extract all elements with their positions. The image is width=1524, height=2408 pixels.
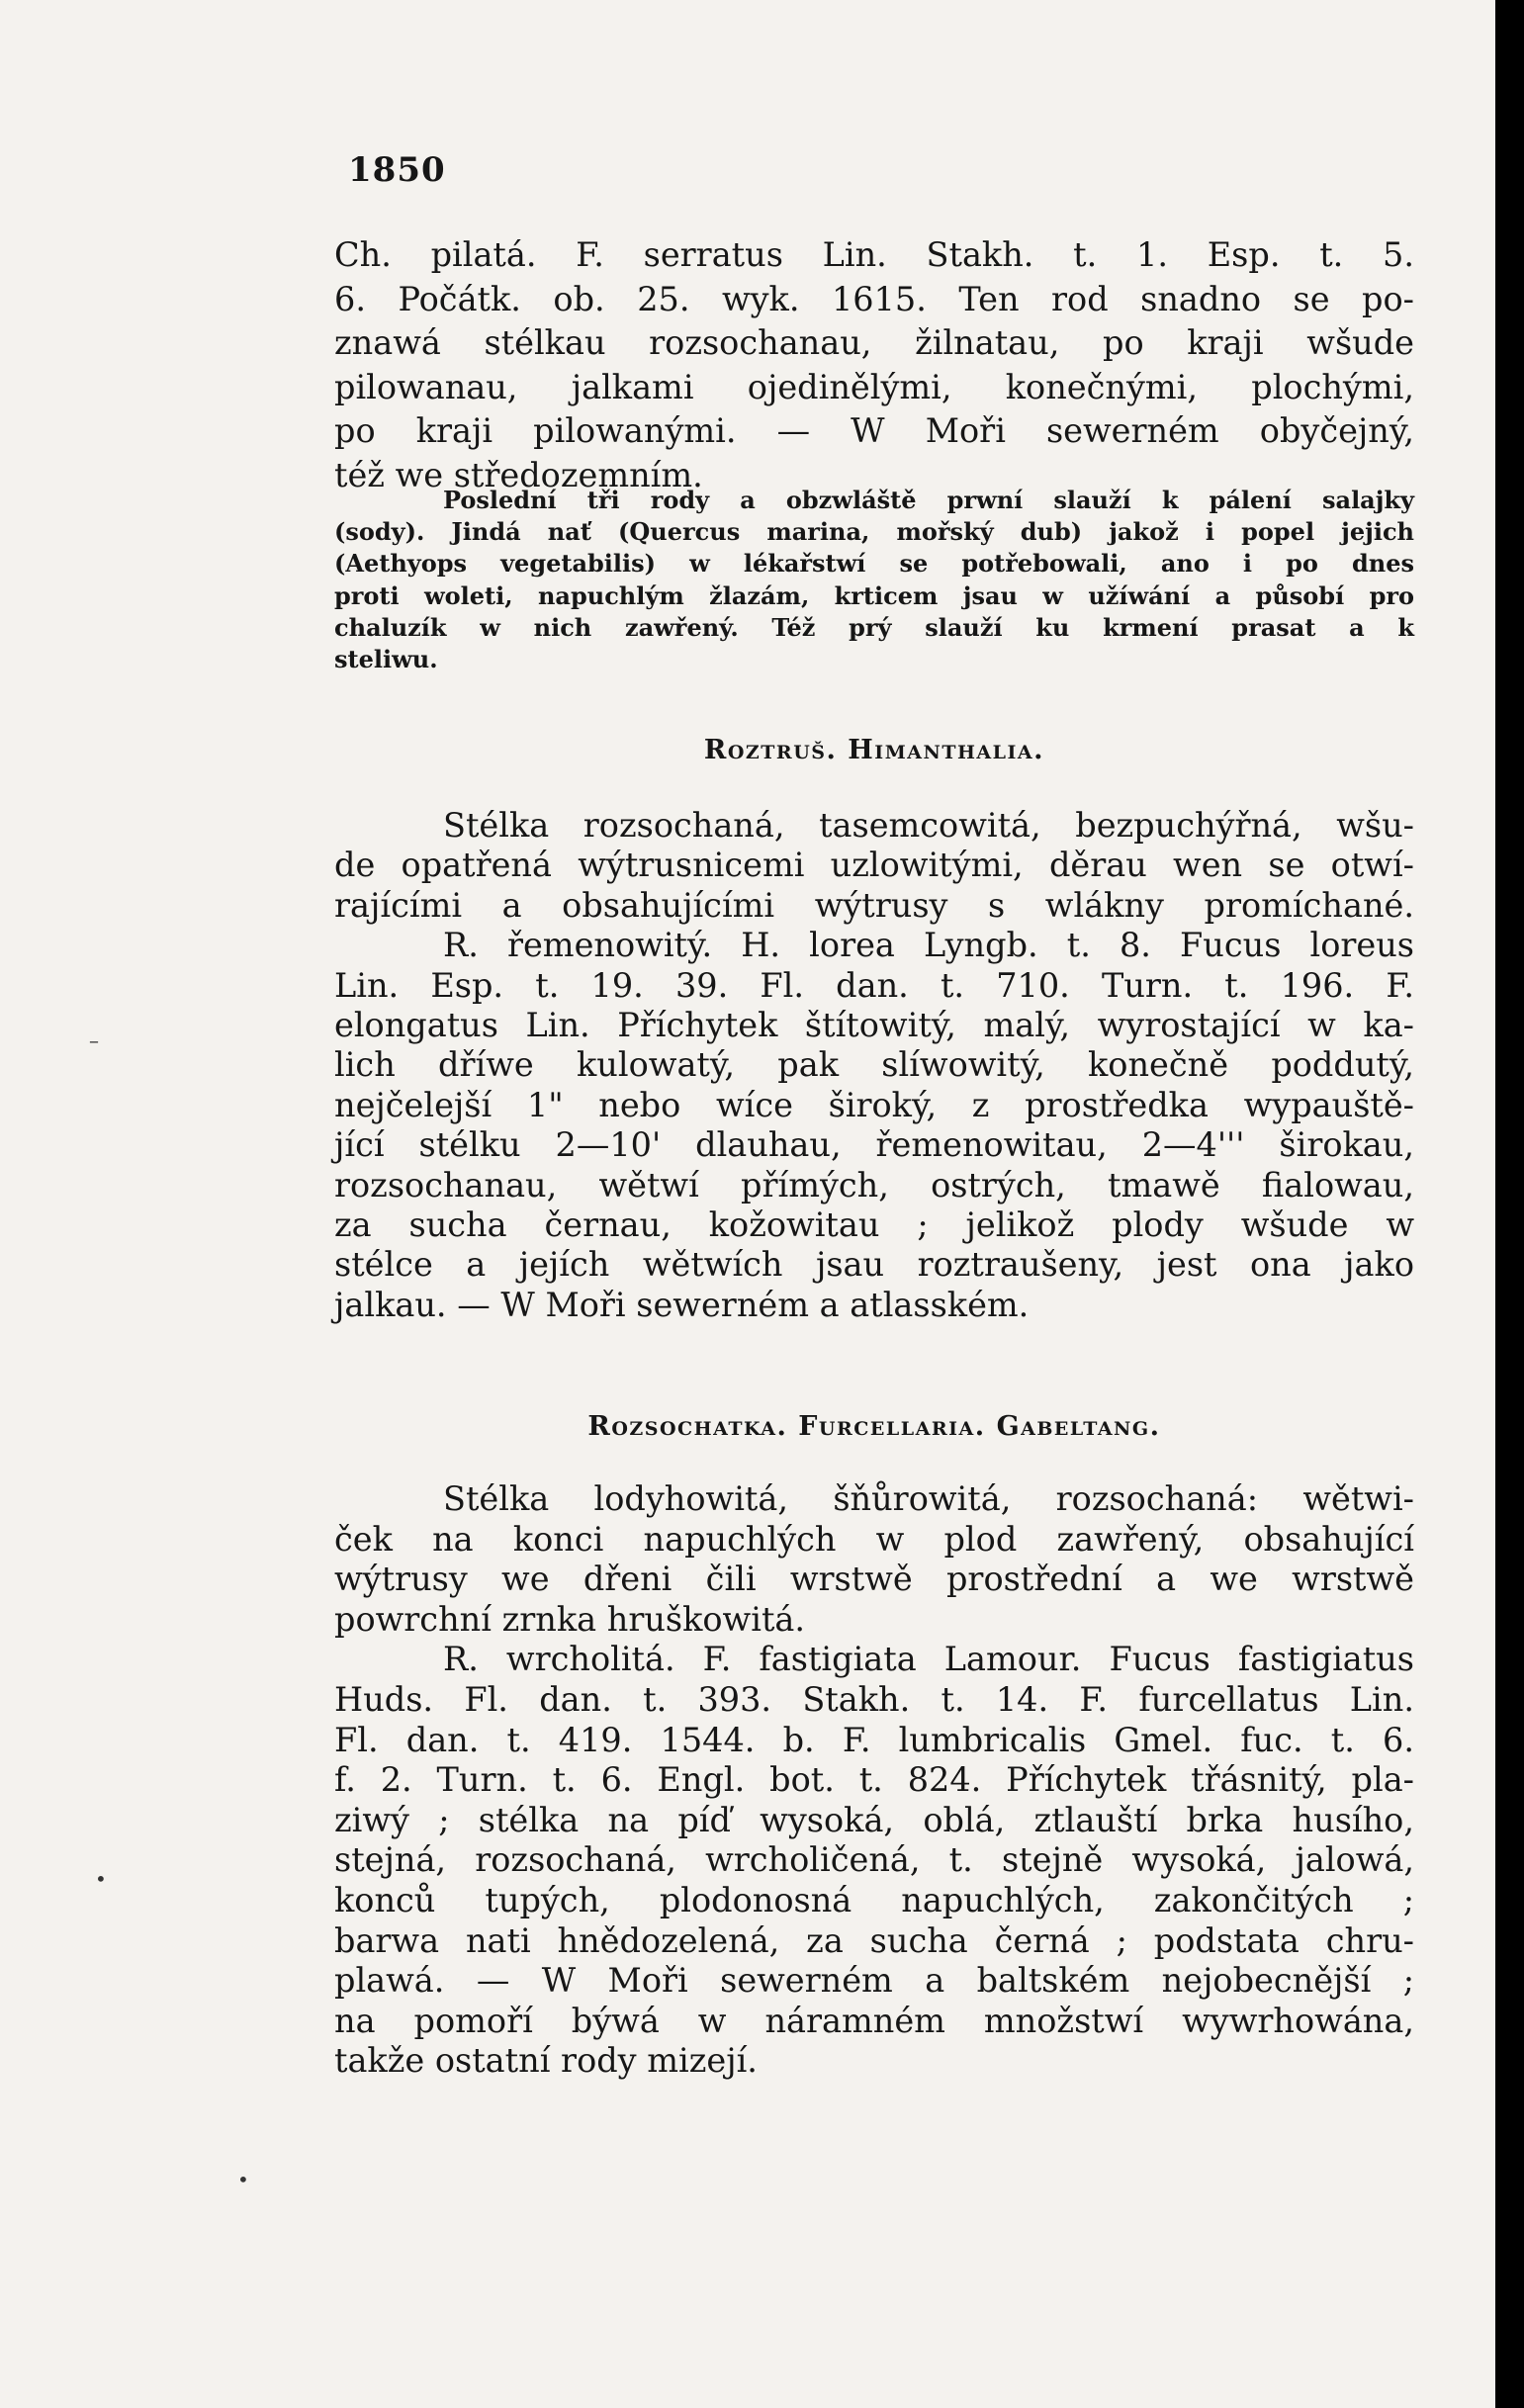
margin-mark: • — [237, 2168, 249, 2191]
text-line: Fl. dan. t. 419. 1544. b. F. lumbricalis Gmel. fuc. t. 6. — [334, 1720, 1414, 1759]
text-line: lich dříwe kulowatý, pak slíwowitý, konečně poddutý, — [334, 1045, 1414, 1085]
text-line: (sody). Jindá nať (Quercus marina, mořský dub) jakož i popel jejich — [334, 517, 1414, 547]
text-line: po kraji pilowanými. — W Moři sewerném obyčejný, — [334, 411, 1414, 450]
text-line: elongatus Lin. Příchytek štítowitý, malý, wyrostající w ka- — [334, 1006, 1414, 1045]
text-line: chaluzík w nich zawřený. Též prý slauží ku krmení prasat a k — [334, 612, 1414, 642]
text-line: konců tupých, plodonosná napuchlých, zakončitých ; — [334, 1880, 1414, 1919]
genus-furcellaria-heading: Rozsochatka. Furcellaria. Gabeltang. — [587, 1411, 1161, 1442]
text-line: Stélka lodyhowitá, šňůrowitá, rozsochaná: wětwi- — [443, 1479, 1414, 1518]
text-line: proti woleti, napuchlým žlazám, krticem jsau w užíwání a působí pro — [334, 580, 1414, 610]
margin-mark: – — [89, 1028, 99, 1052]
genus-furcellaria-paragraph — [334, 1479, 1414, 2082]
text-line: Stélka rozsochaná, tasemcowitá, bezpuchýřná, wšu- — [443, 806, 1414, 845]
text-line: nejčelejší 1" nebo wíce široký, z prostředka wypauště- — [334, 1085, 1414, 1124]
text-line: též we středozemním. — [334, 455, 703, 494]
genus-himanthalia-heading: Roztruš. Himanthalia. — [703, 735, 1045, 765]
text-line: Poslední tři rody a obzwláště prwní slauží k pálení salajky — [443, 486, 1414, 514]
text-line: rajícími a obsahujícími wýtrusy s wlákny promíchané. — [334, 885, 1414, 925]
text-line: rozsochanau, wětwí přímých, ostrých, tmawě fialowau, — [334, 1165, 1414, 1204]
species-serratus-paragraph — [334, 233, 1414, 497]
text-line: 6. Počátk. ob. 25. wyk. 1615. Ten rod snadno se po- — [334, 279, 1414, 318]
text-line: de opatřená wýtrusnicemi uzlowitými, děrau wen se otwí- — [334, 846, 1414, 885]
text-line: powrchní zrnka hruškowitá. — [334, 1599, 806, 1639]
usage-note-paragraph — [334, 485, 1414, 675]
text-line: jící stélku 2—10' dlauhau, řemenowitau, 2—4''' širokau, — [334, 1125, 1414, 1165]
text-line: stélce a jejích wětwích jsau roztraušeny, jest ona jako — [334, 1245, 1414, 1285]
text-line: R. wrcholitá. F. fastigiata Lamour. Fucus fastigiatus — [443, 1640, 1414, 1679]
text-line: Lin. Esp. t. 19. 39. Fl. dan. t. 710. Turn. t. 196. F. — [334, 965, 1414, 1005]
text-line: plawá. — W Moři sewerném a baltském nejobecnější ; — [334, 1961, 1414, 2001]
text-line: wýtrusy we dřeni čili wrstwě prostřední a we wrstwě — [334, 1560, 1414, 1599]
genus-himanthalia-paragraph — [334, 806, 1414, 1325]
text-line: znawá stélkau rozsochanau, žilnatau, po kraji wšude — [334, 323, 1414, 362]
text-line: ček na konci napuchlých w plod zawřený, obsahující — [334, 1519, 1414, 1559]
text-line: R. řemenowitý. H. lorea Lyngb. t. 8. Fucus loreus — [443, 926, 1414, 965]
text-line: takže ostatní rody mizejí. — [334, 2041, 758, 2081]
text-line: za sucha černau, kožowitau ; jelikož plody wšude w — [334, 1205, 1414, 1245]
text-line: barwa nati hnědozelená, za sucha černá ; podstata chru- — [334, 1920, 1414, 1960]
page-number: 1850 — [348, 150, 446, 190]
text-line: pilowanau, jalkami ojedinělými, konečnými, plochými, — [334, 367, 1414, 406]
text-line: (Aethyops vegetabilis) w lékařstwí se potřebowali, ano i po dnes — [334, 549, 1414, 579]
scan-border — [1495, 0, 1524, 2408]
text-line: jalkau. — W Moři sewerném a atlasském. — [334, 1285, 1030, 1324]
text-line: Ch. pilatá. F. serratus Lin. Stakh. t. 1. Esp. t. 5. — [334, 235, 1414, 274]
text-line: ziwý ; stélka na píď wysoká, oblá, ztlauští brka husího, — [334, 1800, 1414, 1839]
text-line: stejná, rozsochaná, wrcholičená, t. stejně wysoká, jalowá, — [334, 1840, 1414, 1880]
text-line: f. 2. Turn. t. 6. Engl. bot. t. 824. Příchytek třásnitý, pla- — [334, 1760, 1414, 1800]
text-line: steliwu. — [334, 645, 438, 674]
text-line: na pomoří býwá w náramném množstwí wywrhowána, — [334, 2001, 1414, 2040]
text-line: Huds. Fl. dan. t. 393. Stakh. t. 14. F. furcellatus Lin. — [334, 1679, 1414, 1719]
margin-mark: • — [95, 1867, 107, 1891]
